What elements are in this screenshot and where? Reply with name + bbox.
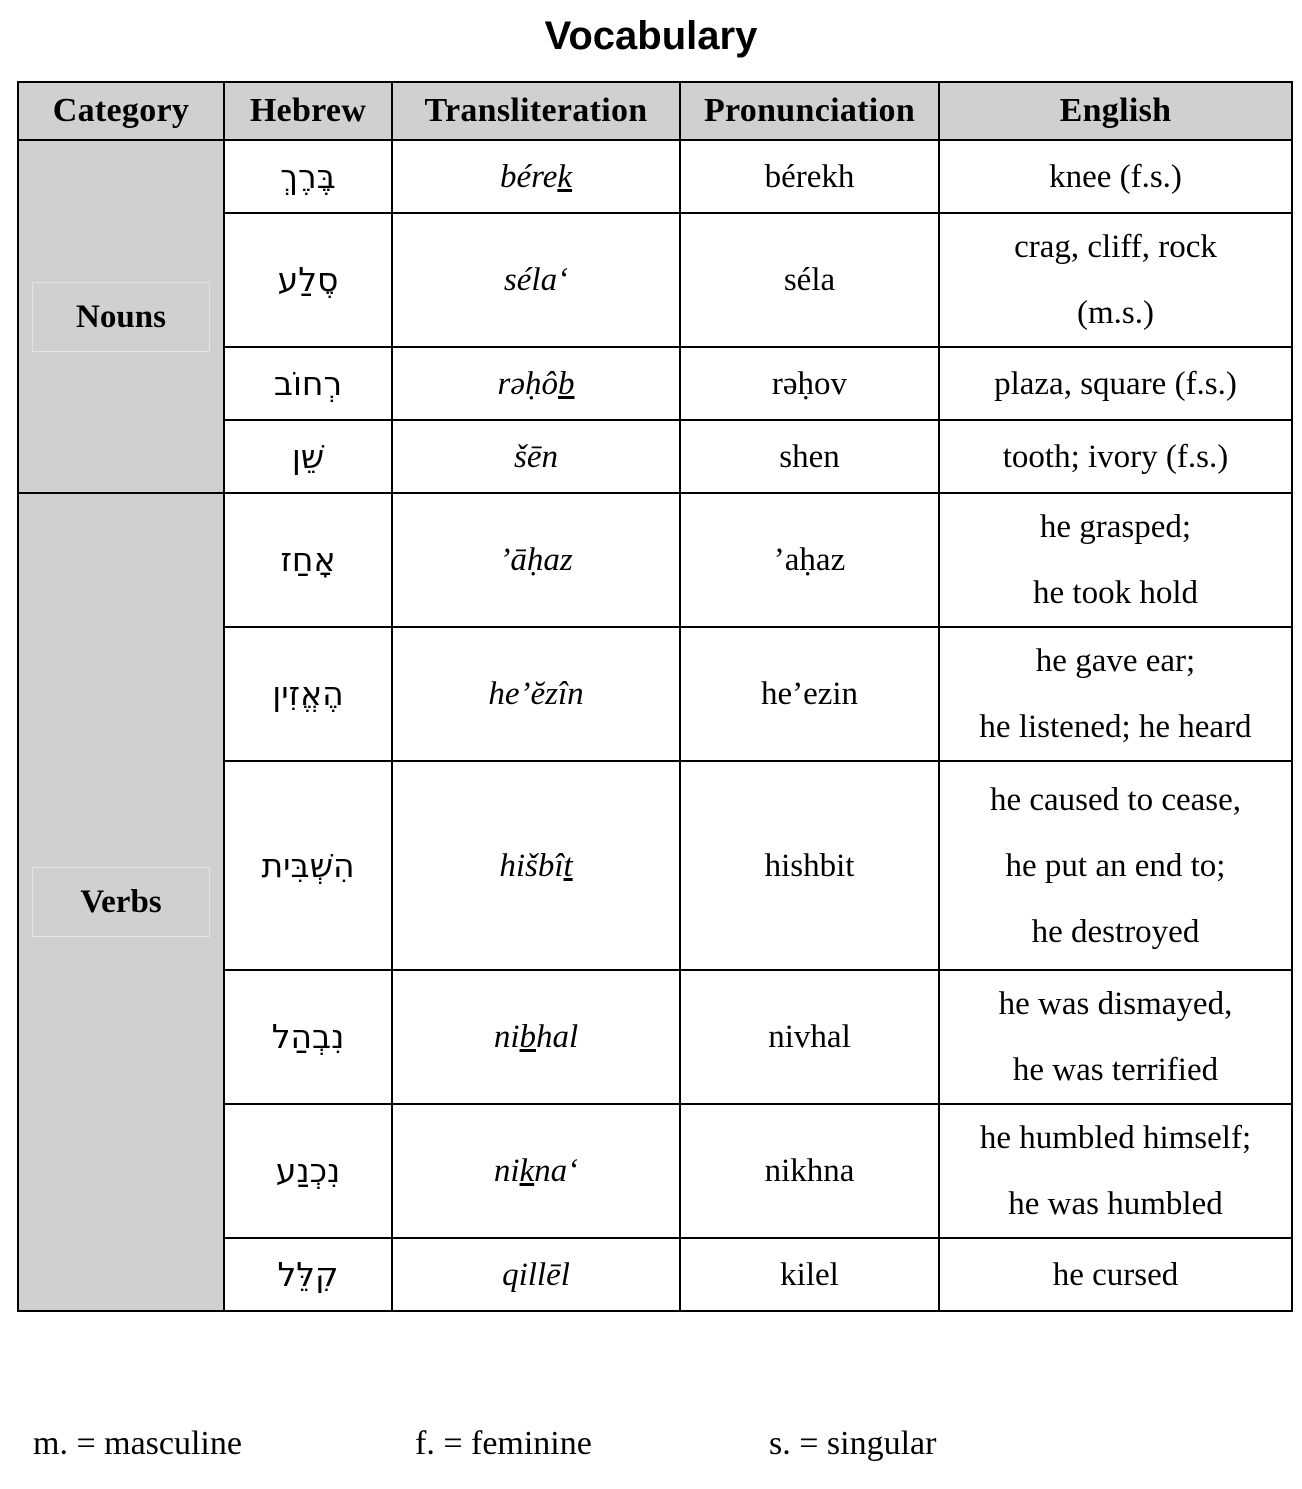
english-cell: he gave ear; he listened; he heard <box>939 627 1292 761</box>
pronunciation-cell: he’ezin <box>680 627 939 761</box>
hebrew-cell: סֶלַע <box>224 213 392 347</box>
table-row <box>18 140 1292 213</box>
header-english: English <box>939 82 1292 140</box>
hebrew-cell: נִכְנַע <box>224 1104 392 1238</box>
transliteration-cell: šēn <box>392 420 680 493</box>
category-label-verbs: Verbs <box>32 867 210 937</box>
transliteration-cell: qillēl <box>392 1238 680 1311</box>
pronunciation-cell: nikhna <box>680 1104 939 1238</box>
english-cell: he caused to cease, he put an end to; he destroyed <box>939 761 1292 970</box>
page-title: Vocabulary <box>544 14 758 58</box>
english-cell: tooth; ivory (f.s.) <box>939 420 1292 493</box>
english-cell: plaza, square (f.s.) <box>939 347 1292 420</box>
category-cell-nouns <box>18 140 224 493</box>
legend-masculine: m. = masculine <box>33 1425 242 1462</box>
vocabulary-table <box>17 81 1293 1312</box>
pronunciation-cell: hishbit <box>680 761 939 970</box>
legend-singular: s. = singular <box>769 1425 937 1462</box>
legend-feminine: f. = feminine <box>415 1425 592 1462</box>
table-row <box>18 493 1292 627</box>
hebrew-cell: רְחוֹב <box>224 347 392 420</box>
transliteration-cell: séla‘ <box>392 213 680 347</box>
english-cell: knee (f.s.) <box>939 140 1292 213</box>
transliteration-cell: nikna‘ <box>392 1104 680 1238</box>
category-cell-verbs <box>18 493 224 1311</box>
transliteration-cell: rəḥôb <box>392 347 680 420</box>
transliteration-cell: hišbît <box>392 761 680 970</box>
english-cell: he grasped; he took hold <box>939 493 1292 627</box>
category-label-nouns: Nouns <box>32 282 210 352</box>
transliteration-cell: bérek <box>392 140 680 213</box>
header-hebrew: Hebrew <box>224 82 392 140</box>
transliteration-cell: nibhal <box>392 970 680 1104</box>
hebrew-cell: נִבְהַל <box>224 970 392 1104</box>
header-transliteration: Transliteration <box>392 82 680 140</box>
hebrew-cell: אָחַז <box>224 493 392 627</box>
hebrew-cell: הִשְׁבִּית <box>224 761 392 970</box>
pronunciation-cell: bérekh <box>680 140 939 213</box>
pronunciation-cell: shen <box>680 420 939 493</box>
header-pronunciation: Pronunciation <box>680 82 939 140</box>
english-cell: crag, cliff, rock (m.s.) <box>939 213 1292 347</box>
header-row <box>18 82 1292 140</box>
header-category: Category <box>18 82 224 140</box>
pronunciation-cell: ’aḥaz <box>680 493 939 627</box>
english-cell: he cursed <box>939 1238 1292 1311</box>
hebrew-cell: בֶּרֶךְ <box>224 140 392 213</box>
transliteration-cell: ’āḥaz <box>392 493 680 627</box>
english-cell: he was dismayed, he was terrified <box>939 970 1292 1104</box>
english-cell: he humbled himself; he was humbled <box>939 1104 1292 1238</box>
pronunciation-cell: kilel <box>680 1238 939 1311</box>
transliteration-cell: he’ĕzîn <box>392 627 680 761</box>
hebrew-cell: הֶאֱזִין <box>224 627 392 761</box>
hebrew-cell: קִלֵּל <box>224 1238 392 1311</box>
hebrew-cell: שֵׁן <box>224 420 392 493</box>
pronunciation-cell: séla <box>680 213 939 347</box>
pronunciation-cell: nivhal <box>680 970 939 1104</box>
pronunciation-cell: rəḥov <box>680 347 939 420</box>
